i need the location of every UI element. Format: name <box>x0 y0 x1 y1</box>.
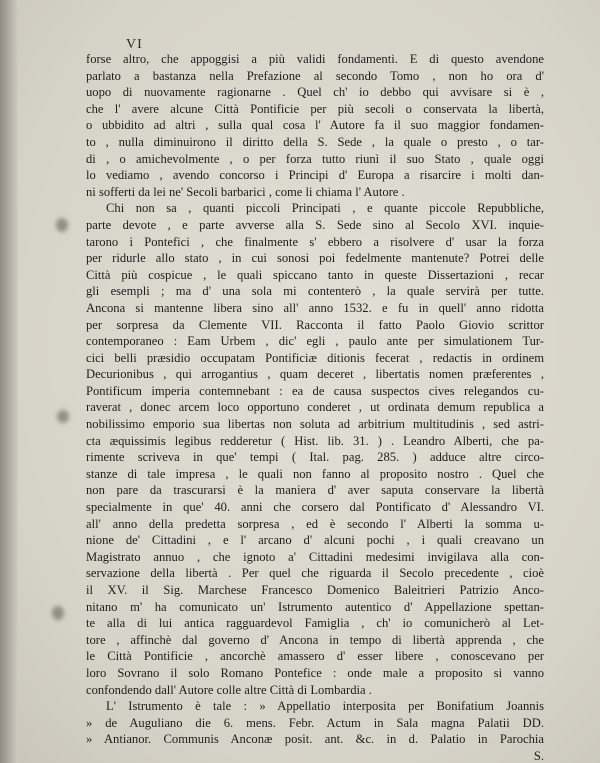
text-line: forse altro, che appoggisi a più validi fondamenti. E di questo avendone <box>86 52 544 66</box>
body-text <box>86 51 544 763</box>
text-line: contemporaneo : Eam Urbem , dic' egli , paulo ante per simulationem Tur- <box>86 334 544 349</box>
text-line: o ubbidito ad altri , sulla qual cosa l' Autore fa il suo maggior fondamen- <box>86 118 544 133</box>
text-line: Chi non sa , quanti piccoli Principati , e quante piccole Repubbliche, <box>106 201 544 216</box>
paragraph-2 <box>86 200 544 698</box>
text-line: Città più cospicue , le quali spiccano tanto in queste Dissertazioni , recar <box>86 267 544 282</box>
text-line: L' Istrumento è tale : » Appellatio interposita per Bonifatium Joannis <box>106 699 544 714</box>
text-line: confondendo dall' Autore colle altre Città di Lombardia . <box>86 682 372 697</box>
text-line: lo vediamo , avendo concorso i Principi d' Europa a risarcire i molti dan- <box>86 168 544 183</box>
text-line: il XV. il Sig. Marchese Francesco Domenico Baleitrieri Patrizio Anco- <box>86 583 544 597</box>
text-line: di , o amichevolmente , o per forza tutto riunì il suo Stato , quale oggi <box>86 151 544 166</box>
text-line: gli esempli ; ma d' una sola mi contenterò , la quale servirà per tutte. <box>86 284 544 299</box>
text-line: servazione della libertà . Per quel che riguarda il Secolo precedente , cioè <box>86 566 544 581</box>
text-line: Ancona si mantenne libera sino all' anno 1532. e fu in quell' anno ridotta <box>86 300 544 315</box>
ink-blot <box>56 218 68 232</box>
catchword: S. <box>533 748 544 763</box>
text-line: specialmente in que' 40. anni che corsero dal Pontificato d' Alessandro VI. <box>86 500 544 515</box>
text-line: cta æquissimis legibus redderetur ( Hist. lib. 31. ) . Leandro Alberti, che pa- <box>86 433 544 448</box>
page-spine-shadow <box>0 0 18 763</box>
text-line: ni sofferti da lei ne' Secoli barbarici , come li chiama l' Autore . <box>86 184 405 199</box>
text-line: » Antianor. Communis Anconæ posit. ant. &c. in d. Palatio in Parochia <box>86 732 544 747</box>
text-line: tarono i Pontefici , che finalmente s' ebbero a risolvere d' usar la forza <box>86 234 544 249</box>
text-line: tore , affinchè dal governo d' Ancona in tempo di libertà apprenda , che <box>86 632 544 647</box>
text-line: rimente scriveva in que' tempi ( Ital. pag. 285. ) adduce altre circo- <box>86 450 544 465</box>
text-line: che l' avere alcune Città Pontificie per più secoli o conservata la libertà, <box>86 101 544 116</box>
text-line: uopo di nuovamente ragionarne . Quel ch' io debbo qui avvisare si è , <box>86 85 544 100</box>
text-line: nobilissimo emporio sua libertas non soluta ad arbitrium multitudinis , sed astri- <box>86 417 544 432</box>
text-line: te alla di lui antica ragguardevol Famiglia , ch' io comunicherò al Let- <box>86 616 544 631</box>
ink-blot <box>52 606 64 620</box>
text-line: parte devote , e parte avverse alla S. Sede sino al Secolo XVI. inquie- <box>86 217 544 232</box>
text-line: parlato a bastanza nella Prefazione al secondo Tomo , non ho ora d' <box>86 68 544 83</box>
text-line: non pare da trascurarsi è la maniera d' aver saputa conservare la libertà <box>86 483 544 498</box>
text-line: Pontificum imperia contemnebant : ea de causa suspectos cives relegandos cu- <box>86 383 544 398</box>
text-line: nitano m' ha comunicato un' Istrumento autentico d' Appellazione spettan- <box>86 599 544 614</box>
page-number: VI <box>126 37 143 52</box>
paragraph-3 <box>86 698 544 763</box>
text-line: to , nulla diminuirono il diritto della S. Sede , la quale o presto , o tar- <box>86 134 544 149</box>
text-line: Decurionibus , qui arrogantius , quam deceret , libertatis nomen præferentes , <box>86 367 544 382</box>
text-line: per ridurle allo stato , in cui sonosi poi fedelmente mantenute? Potrei delle <box>86 251 544 266</box>
text-line: all' anno della predetta sorpresa , ed è secondo l' Alberti la somma u- <box>86 516 544 531</box>
text-line: raverat , donec arcem loco opportuno conderet , ut ordinata demum republica a <box>86 400 544 415</box>
text-line: nione de' Cittadini , e l' arcano d' alcuni pochi , i quali creavano un <box>86 533 544 548</box>
paragraph-1 <box>86 51 544 200</box>
ink-blot <box>57 410 69 423</box>
text-line: stanze di tale impresa , le quali non fanno al proposito nostro . Quel che <box>86 466 544 481</box>
text-line: » de Auguliano die 6. mens. Febr. Actum in Sala magna Palatii DD. <box>86 715 544 730</box>
text-line: per sorpresa da Clemente VII. Racconta il fatto Paolo Giovio scrittor <box>86 317 544 332</box>
text-line: Magistrato annuo , che ignoto a' Cittadini medesimi invigilava alla con- <box>86 549 544 564</box>
text-line: loro Sovrano il solo Romano Pontefice : onde male a proposito si vanno <box>86 665 544 680</box>
text-line: cici belli præsidio occupatam Pontificiæ ditionis fecerat , redactis in ordinem <box>86 350 544 365</box>
text-line: le Città Pontificie , ancorchè amassero d' esser libere , conoscevano per <box>86 649 544 664</box>
